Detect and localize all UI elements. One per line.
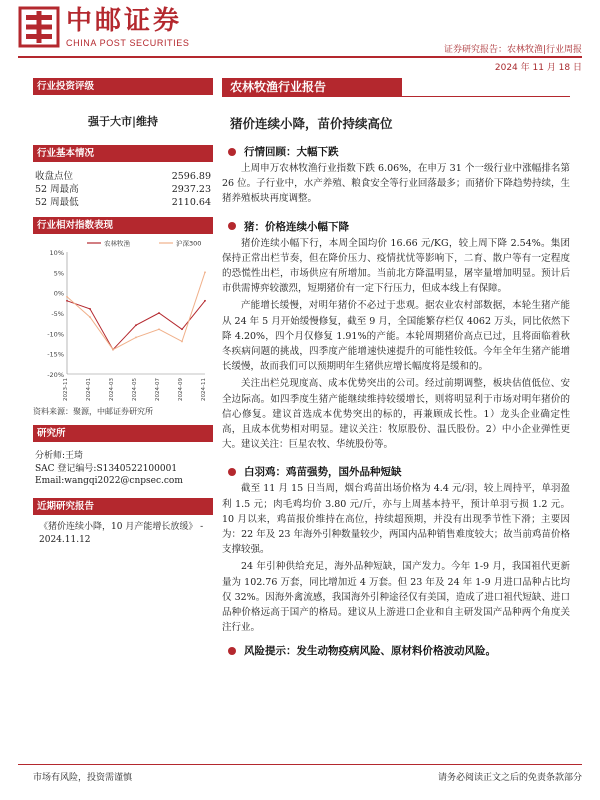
data-point: [135, 324, 137, 326]
rating-title: 行业投资评级: [33, 78, 213, 95]
data-point: [181, 341, 183, 343]
data-point: [89, 316, 91, 318]
data-point: [204, 300, 206, 302]
section-title-text: 猪：价格连续小幅下降: [244, 220, 349, 233]
x-tick-label: 2024-01: [86, 378, 92, 401]
rating-value: 强于大市|维持: [87, 115, 158, 128]
report-type: 证券研究报告：农林牧渔|行业周报: [443, 45, 582, 55]
basics-title: 行业基本情况: [33, 145, 213, 162]
data-point: [89, 308, 91, 310]
section-title: [222, 464, 570, 479]
report-banner: 农林牧渔行业报告: [222, 78, 402, 96]
line-chart: [33, 234, 213, 402]
basics-row: [33, 183, 213, 196]
section-title-text: 行情回顾：大幅下跌: [244, 146, 339, 158]
recent-report-item[interactable]: 《猪价连续小降，10 月产能增长放缓》 - 2024.11.12: [39, 521, 204, 545]
footer-disclaimer: 市场有风险，投资需谨慎: [33, 773, 133, 783]
data-point: [112, 349, 114, 351]
sidebar: [33, 78, 213, 553]
brand-name-cn: 中邮证券: [66, 6, 183, 36]
paragraph: 截至 11 月 15 日当周，烟台鸡苗出场价格为 4.4 元/羽，较上周持平，单羽盈利 1.5 元；肉毛鸡均价 3.80 元/斤，亦与上周基本持平，预计单羽亏损 1.2 元。10 月以来，鸡苗报价维持在高位，持续超预期，并没有出现季节性下滑；主要因为：22 年及 23 年海外引种数量较少，两国内品种销售难度较大；故当前鸡苗价格支撑较强。: [222, 483, 570, 556]
y-tick-label: 5%: [53, 269, 64, 278]
basics-label: 52 周最高: [35, 184, 79, 195]
y-tick-label: -20%: [47, 371, 64, 379]
paragraph: 猪价连续小幅下行，本周全国均价 16.66 元/KG，较上周下降 2.54%。集团保持正常出栏节奏，但在降价压力、疫情扰忧等影响下，二育、散户等有一定程度的恐慌性出栏，市场供应有所增加。当前北方降温明显，屠宰量增加明显。预计后市供需博弈较激烈，短期猪价有一定下行压力，但成本线上有保障。: [222, 237, 570, 295]
analyst-info: [33, 442, 213, 498]
basics-value: 2937.23: [171, 184, 211, 195]
x-tick-label: 2023-11: [63, 378, 69, 401]
basics-value: 2110.64: [171, 197, 211, 208]
basics-row: [33, 196, 213, 209]
chart-source: 资料来源：聚源，中邮证券研究所: [33, 407, 153, 416]
footer-terms: 请务必阅读正文之后的免责条款部分: [437, 773, 582, 783]
banner-divider: [222, 96, 570, 97]
chart-title: 行业相对指数表现: [33, 217, 213, 234]
data-point: [204, 271, 206, 273]
data-point: [181, 328, 183, 330]
recent-reports-title: 近期研究报告: [33, 498, 213, 515]
data-point: [158, 312, 160, 314]
section-title: [222, 144, 570, 159]
basics-label: 52 周最低: [35, 197, 79, 208]
china-post-logo-icon: [18, 6, 60, 48]
y-tick-label: 0%: [53, 289, 64, 298]
bullet-icon: [228, 148, 236, 156]
y-tick-label: 10%: [49, 249, 64, 257]
main-content: [222, 78, 570, 658]
data-point: [66, 296, 68, 298]
section-title: [222, 219, 570, 234]
x-tick-label: 2024-05: [132, 378, 138, 401]
bullet-icon: [228, 647, 236, 655]
x-tick-label: 2024-07: [155, 378, 161, 401]
report-headline: 猪价连续小降，苗价持续高位: [230, 116, 393, 131]
header-divider: [18, 56, 582, 58]
risk-warning: [222, 643, 570, 658]
data-point: [135, 337, 137, 339]
risk-text: 风险提示：发生动物疫病风险、原材料价格波动风险。: [244, 645, 496, 658]
legend-label: 农林牧渔: [104, 239, 130, 248]
paragraph: 产能增长缓慢，对明年猪价不必过于悲观。据农业农村部数据，本轮生猪产能从 24 年 5 月开始缓慢修复，截至 9 月，全国能繁存栏仅 4062 万头，同比依然下降 4.20%，四个月仅修复 1.91%的产能。本轮周期猪价高点已过，且将面临着秋冬疾病问题的挑战，四季度产能增速快速提升的可能性较低。今年全年生猪产能增长缓慢，故而我们可以预期明年生猪供应增长幅度将是缓和的。: [222, 300, 571, 373]
basics-value: 2596.89: [171, 171, 211, 182]
x-tick-label: 2024-09: [178, 378, 184, 401]
data-point: [66, 300, 68, 302]
report-date: 2024 年 11 月 18 日: [494, 63, 582, 73]
analyst-name: 分析师:王琦: [35, 451, 84, 461]
y-tick-label: -10%: [47, 330, 64, 339]
company-logo: [18, 6, 189, 48]
y-tick-label: -15%: [47, 350, 64, 359]
analyst-title: 研究所: [33, 425, 213, 442]
footer-divider: [18, 764, 582, 765]
basics-label: 收盘点位: [35, 171, 74, 182]
paragraph: 关注出栏兑现度高、成本优势突出的公司。经过前期调整，板块估值低位、安全边际高。如四季度生猪产能继续维持较缓增长，则将明显利于市场对明年猪价的信心修复。建议首选成本优势突出的标的，再兼顾成长性。1）龙头企业确定性高，且成本优势相对明显。建议关注：牧原股份、温氏股份。2）中小企业弹性更大。建议关注：巨星农牧、华统股份等。: [222, 378, 570, 451]
analyst-email[interactable]: Email:wangqi2022@cnpsec.com: [35, 476, 183, 486]
brand-name-en: CHINA POST SECURITIES: [66, 38, 190, 48]
y-tick-label: -5%: [51, 310, 64, 318]
paragraph: 24 年引种供给充足，海外品种短缺，国产发力。今年 1-9 月，我国祖代更新量为 102.76 万套，同比增加近 4 万套。但 23 年及 24 年 1-9 月进口品种占比均仅 32%。因海外禽流感，我国海外引种途径仅有美国，造成了进口祖代短缺、进口品种价格远高于国产的格局。建议从上游进口企业和自主研发国产品种两个角度关注行业。: [222, 561, 570, 634]
relative-index-chart: [33, 234, 213, 402]
x-tick-label: 2024-11: [201, 378, 207, 401]
basics-row: [33, 170, 213, 183]
section-title-text: 白羽鸡：鸡苗强势，国外品种短缺: [244, 466, 402, 479]
paragraph: 上周申万农林牧渔行业指数下跌 6.06%，在申万 31 个一级行业中涨幅排名第 26 位。子行业中，水产养殖、粮食安全等行业回落最多；而猪价下降趋势持续，生猪养殖板块再度调整。: [222, 163, 570, 205]
analyst-sac: SAC 登记编号:S1340522100001: [35, 463, 178, 474]
data-point: [158, 328, 160, 330]
x-tick-label: 2024-03: [109, 378, 115, 401]
bullet-icon: [228, 468, 236, 476]
legend-label: 沪深300: [176, 239, 202, 248]
basics-table: [33, 162, 213, 217]
bullet-icon: [228, 222, 236, 230]
